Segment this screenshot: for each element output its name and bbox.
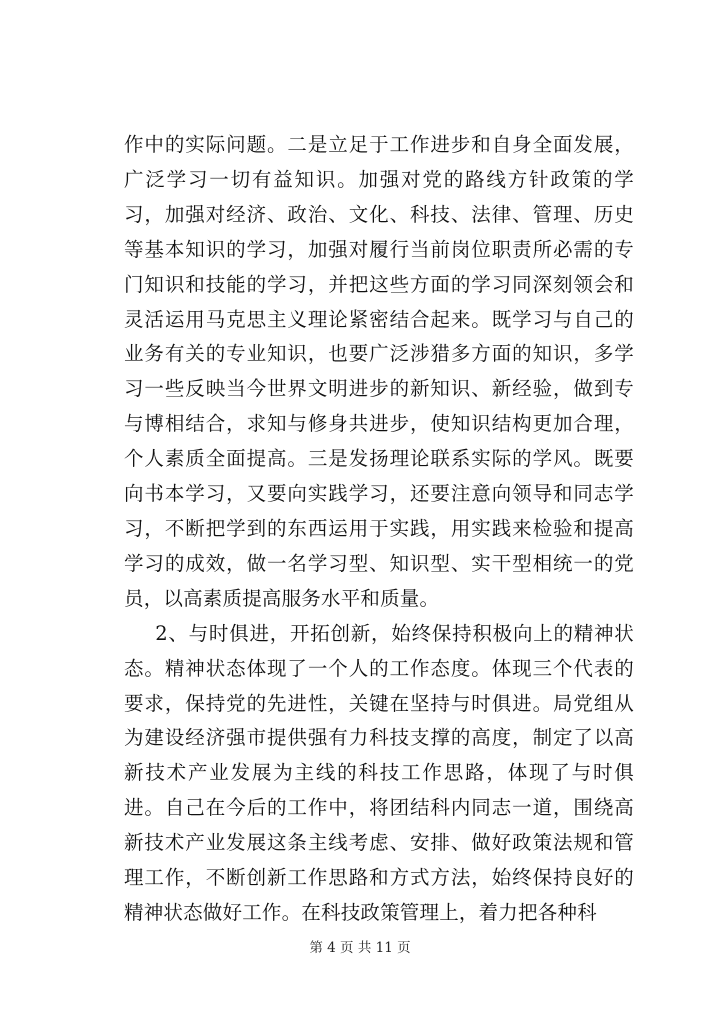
paragraph-section-2: 2、与时俱进，开拓创新，始终保持积极向上的精神状态。精神状态体现了一个人的工作态度。体现三个代表的要求，保持党的先进性，关键在坚持与时俱进。局党组从为建设经济强市提供强有力科技支撑的高度，制定了以高新技术产业发展为主线的科技工作思路，体现了与时俱进。自己在今后的工作中，将团结科内同志一道，围绕高新技术产业发展这条主线考虑、安排、做好政策法规和管理工作，不断创新工作思路和方式方法，始终保持良好的精神状态做好工作。在科技政策管理上，着力把各种科 [124,621,634,924]
paragraph-continuation: 作中的实际问题。二是立足于工作进步和自身全面发展，广泛学习一切有益知识。加强对党的路线方针政策的学习，加强对经济、政治、文化、科技、法律、管理、历史等基本知识的学习，加强对履行当前岗位职责所必需的专门知识和技能的学习，并把这些方面的学习同深刻领会和灵活运用马克思主义理论紧密结合起来。既学习与自己的业务有关的专业知识，也要广泛涉猎多方面的知识，多学习一些反映当今世界文明进步的新知识、新经验，做到专与博相结合，求知与修身共进步，使知识结构更加合理，个人素质全面提高。三是发扬理论联系实际的学风。既要向书本学习，又要向实践学习，还要注意向领导和同志学习，不断把学到的东西运用于实践，用实践来检验和提高学习的成效，做一名学习型、知识型、实干型相统一的党员，以高素质提高服务水平和质量。 [124,133,634,610]
page-footer: 第 4 页 共 11 页 [309,940,411,956]
document-body [124,128,634,931]
